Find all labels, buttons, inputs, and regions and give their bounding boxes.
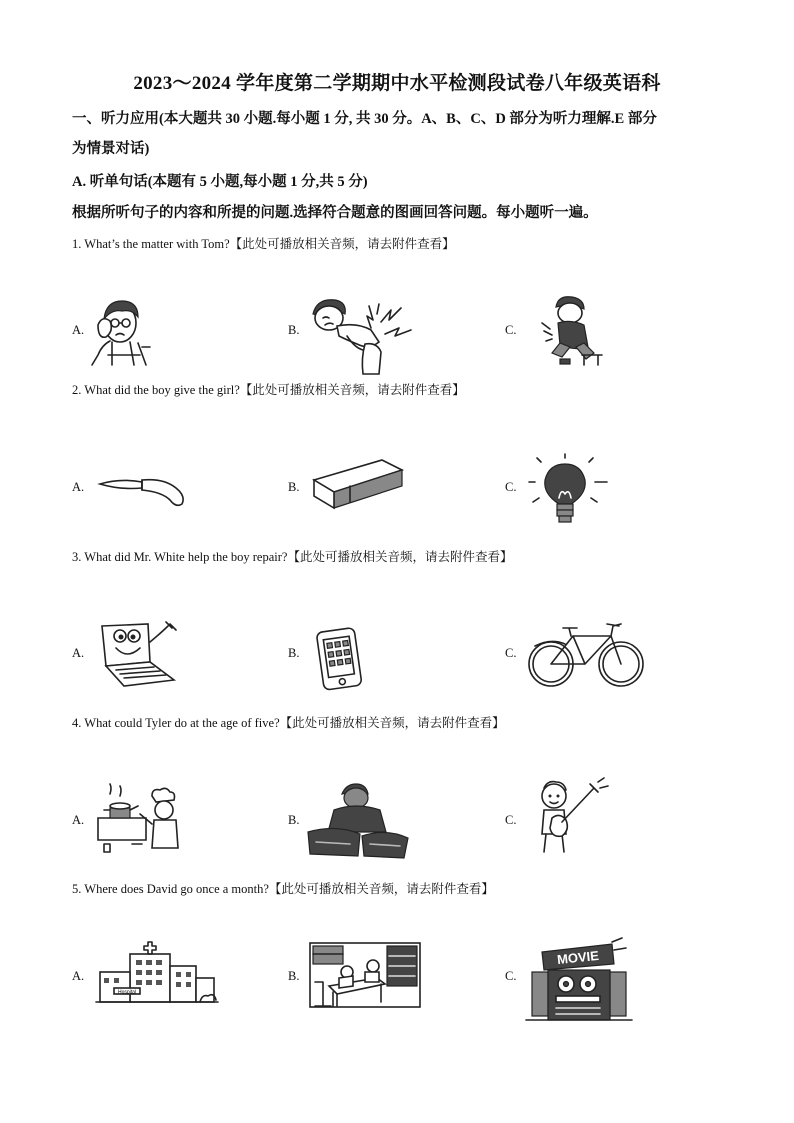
q1-option-c-label: C.: [505, 323, 517, 337]
laptop-icon: [96, 622, 182, 688]
folding-clothes-icon: [306, 784, 410, 858]
q3-option-b-label: B.: [288, 646, 300, 660]
q1-option-b-label: B.: [288, 323, 300, 337]
phone-icon: [318, 628, 364, 690]
q3-option-c-label: C.: [505, 646, 517, 660]
question-4-text: 4. What could Tyler do at the age of five?【此处可播放相关音频，请去附件查看】: [72, 716, 505, 730]
eraser-icon: [310, 458, 406, 512]
q5-option-b-label: B.: [288, 969, 300, 983]
q5-option-c-label: C.: [505, 969, 517, 983]
question-2-text: 2. What did the boy give the girl?【此处可播放相关音频，请去附件查看】: [72, 383, 465, 397]
question-3-text: 3. What did Mr. White help the boy repair?【此处可播放相关音频，请去附件查看】: [72, 550, 513, 564]
part-a-instruction: 根据所听句子的内容和所提的问题.选择符合题意的图画回答问题。每小题听一遍。: [72, 205, 598, 221]
knife-icon: [98, 474, 190, 510]
q2-option-a-label: A.: [72, 480, 85, 494]
bicycle-icon: [525, 616, 647, 690]
question-5-text: 5. Where does David go once a month?【此处可播放相关音频，请去附件查看】: [72, 882, 494, 896]
q2-option-b-label: B.: [288, 480, 300, 494]
guitar-icon: [532, 778, 612, 854]
light-bulb-icon: [533, 458, 621, 528]
section-heading-continued: 为情景对话): [72, 141, 150, 157]
knee-pain-icon: [540, 295, 608, 367]
q4-option-b-label: B.: [288, 813, 300, 827]
q3-option-a-label: A.: [72, 646, 85, 660]
toothache-icon: [88, 295, 158, 365]
library-icon: [309, 942, 421, 1008]
hospital-icon: [96, 942, 218, 1004]
q5-option-a-label: A.: [72, 969, 85, 983]
section-heading: 一、听力应用(本大题共 30 小题.每小题 1 分, 共 30 分。A、B、C、D 部分为听力理解.E 部分: [72, 111, 657, 127]
cinema-sign-text: MOVIE: [556, 947, 600, 968]
q4-option-c-label: C.: [505, 813, 517, 827]
hospital-sign-text: Hospital: [117, 989, 137, 996]
page-title: 2023～2024 学年度第二学期期中水平检测段试卷八年级英语科: [133, 73, 661, 94]
part-a-heading: A. 听单句话(本题有 5 小题,每小题 1 分,共 5 分): [72, 174, 368, 190]
cinema-icon: [526, 938, 632, 1024]
q2-option-c-label: C.: [505, 480, 517, 494]
q1-option-a-label: A.: [72, 323, 85, 337]
q4-option-a-label: A.: [72, 813, 85, 827]
backache-icon: [307, 292, 415, 374]
cooking-icon: [96, 788, 188, 854]
question-1-text: 1. What’s the matter with Tom?【此处可播放相关音频，请去附件查看】: [72, 237, 455, 251]
